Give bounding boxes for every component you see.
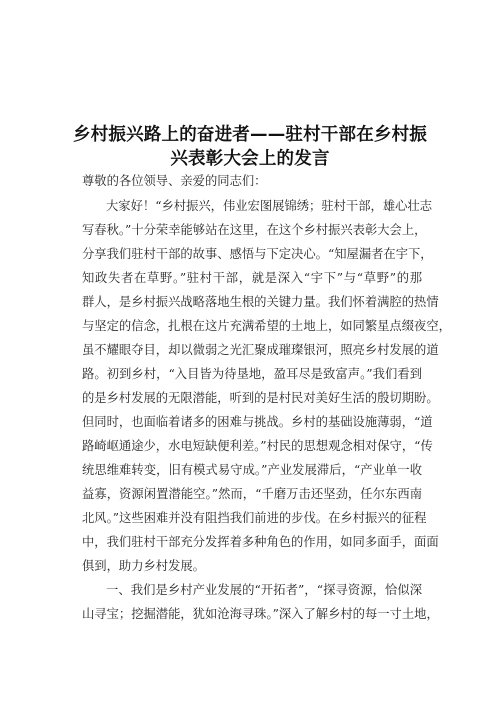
document-title-line-1: 乡村振兴路上的奋进者——驻村干部在乡村振 (73, 125, 427, 145)
salutation: 尊敬的各位领导、亲爱的同志们： (82, 174, 267, 188)
body-line: 但同时，也面临着诸多的困难与挑战。乡村的基础设施薄弱，“道 (82, 415, 433, 429)
section-heading-line: 一、我们是乡村产业发展的“开拓者”，“探寻资源，恰似深 (106, 583, 422, 597)
body-line: 虽不耀眼夺目，却以微弱之光汇聚成璀璨银河，照亮乡村发展的道 (82, 343, 439, 357)
body-line: 群人，是乡村振兴战略落地生根的关键力量。我们怀着满腔的热情 (82, 295, 439, 309)
body-line: 大家好！“乡村振兴，伟业宏图展锦绣；驻村干部，雄心壮志 (106, 199, 433, 213)
body-line: 写春秋。”十分荣幸能够站在这里，在这个乡村振兴表彰大会上， (82, 223, 427, 237)
body-line: 路。初到乡村，“入目皆为待垦地，盈耳尽是致富声。”我们看到 (82, 367, 422, 381)
body-line: 中，我们驻村干部充分发挥着多种角色的作用，如同多面手，面面 (82, 535, 439, 549)
body-line: 知政失者在草野。”驻村干部，就是深入“宇下”与“草野”的那 (82, 271, 422, 285)
body-line: 与坚定的信念，扎根在这片充满希望的土地上，如同繁星点缀夜空， (82, 319, 451, 333)
body-line: 统思维难转变，旧有模式易守成。”产业发展滞后，“产业单一收 (82, 463, 422, 477)
body-line: 分享我们驻村干部的故事、感悟与下定决心。“知屋漏者在宇下， (82, 247, 433, 261)
body-line: 山寻宝；挖掘潜能，犹如沧海寻珠。”深入了解乡村的每一寸土地， (82, 607, 439, 621)
body-line: 路崎岖通途少，水电短缺便利差。”村民的思想观念相对保守，“传 (82, 439, 433, 453)
body-line: 北风。”这些困难并没有阻挡我们前进的步伐。在乡村振兴的征程 (82, 511, 427, 525)
document-title-line-2: 兴表彰大会上的发言 (170, 149, 330, 169)
body-line: 俱到，助力乡村发展。 (82, 559, 205, 573)
body-line: 益寡，资源闲置潜能空。”然而，“千磨万击还坚劲，任尔东西南 (82, 487, 422, 501)
body-line: 的是乡村发展的无限潜能，听到的是村民对美好生活的殷切期盼。 (82, 391, 439, 405)
